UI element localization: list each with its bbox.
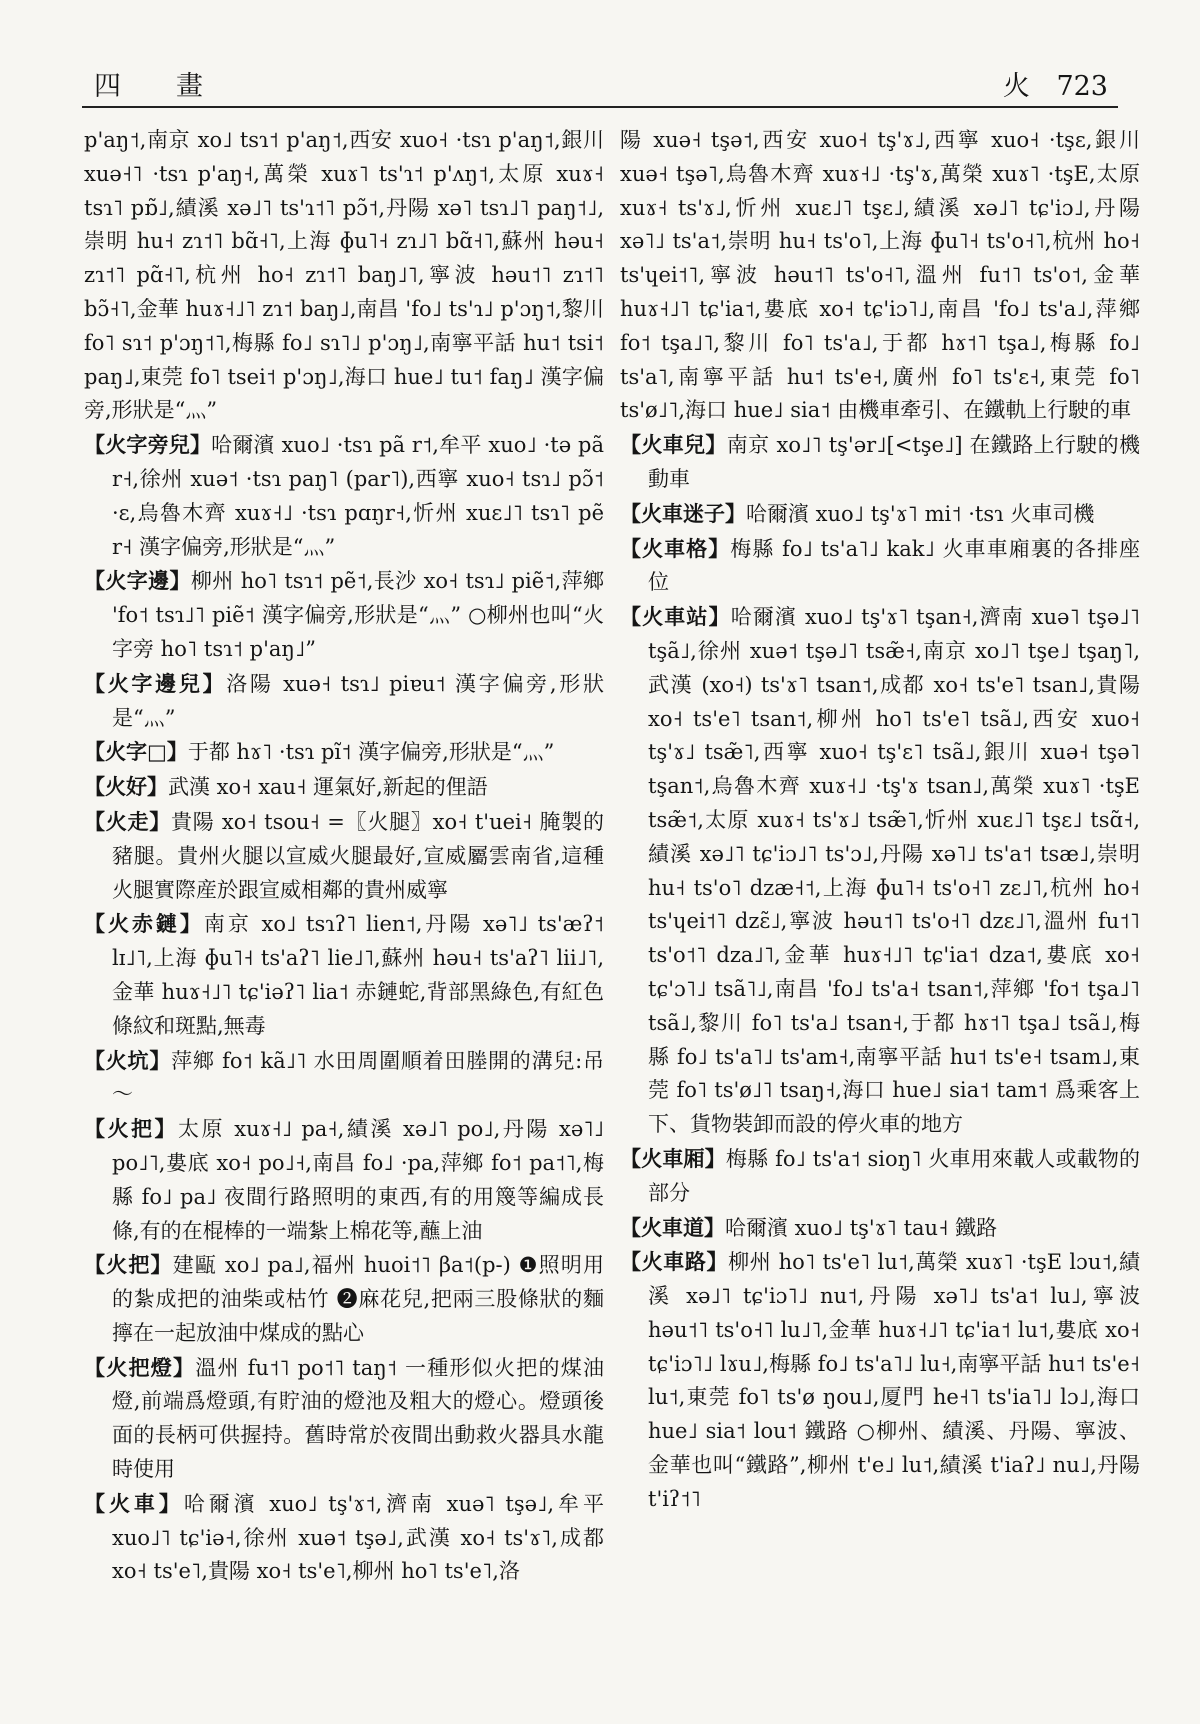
entry-text: 溫州 fu˦˥ po˦˥ taŋ˦ 一種形似火把的煤油燈,前端爲燈頭,有貯油的燈池及粗大的燈心。燈頭後面的長柄可供握持。舊時常於夜間出動救火器具水龍時使用 <box>112 1355 604 1482</box>
dictionary-entry <box>620 1142 1140 1211</box>
entry-headword: 【火好】 <box>84 774 168 800</box>
entry-text: 哈爾濱 xuo˩ tş'ɤ˥ tau˧ 鐵路 <box>725 1215 998 1240</box>
entry-text: 洛陽 xuə˧ tsɿ˩ piɐu˦ 漢字偏旁,形狀是“灬” <box>112 671 604 730</box>
entry-headword: 【火把】 <box>84 1116 179 1142</box>
entry-text: 哈爾濱 xuo˩ tş'ɤ˥ mi˦ ·tsɿ 火車司機 <box>746 501 1095 526</box>
entry-headword: 【火走】 <box>84 808 171 834</box>
entry-text: 柳州 ho˥ ts'e˥ lu˦,萬榮 xuɤ˥ ·tşE lɔu˦,績溪 xə˩˥ tɕ'iɔ˥˩ nu˦,丹陽 xə˥˩ ts'a˦ lu˩,寧波 həu˦˥ ts'o˧˥ lu˩˥,金華 huɤ˧˩˥ tɕ'ia˦ lu˦,婁底 xo˧ tɕ'iɔ˥˩ lɤu˩,梅縣 fo˩ ts'a˥˩ lu˧,南寧平話 hu˦ ts'e˧ lu˦,東莞 fo˥ ts'ø ŋou˩,厦門 he˧˥ ts'ia˥˩ lɔ˩,海口 hue˩ sia˦ lou˦ 鐵路 ○柳州、績溪、丹陽、寧波、金華也叫“鐵路”,柳州 t'e˩ lu˦,績溪 t'iaʔ˩ nu˩,丹陽 t'iʔ˦˥ <box>648 1250 1140 1511</box>
entry-headword: 【火字邊】 <box>84 568 191 594</box>
dictionary-entry <box>620 428 1140 497</box>
entry-text: 哈爾濱 xuo˩ tş'ɤ˦,濟南 xuə˥ tşə˩,牟平 xuo˩˥ tɕ'iə˧,徐州 xuə˦ tşə˩,武漢 xo˧ ts'ɤ˥,成都 xo˧ ts'e˥,貴陽 xo˧ ts'e˥,柳州 ho˥ ts'e˥,洛 <box>112 1491 604 1584</box>
entry-headword: 【火把燈】 <box>84 1354 196 1380</box>
entry-headword: 【火車迷子】 <box>620 500 746 526</box>
entry-text: 貴陽 xo˧ tsou˧ =〖火腿〗xo˧ t'uei˧ 腌製的豬腿。貴州火腿以宣威火腿最好,宣威屬雲南省,這種火腿實際産於跟宣威相鄰的貴州威寧 <box>112 809 604 902</box>
dictionary-entry <box>620 600 1140 1142</box>
entry-text: 南京 xo˩˥ tş'ər˩[<tşe˩] 在鐵路上行駛的機動車 <box>648 433 1140 491</box>
dictionary-entry <box>84 770 604 805</box>
entry-text: 陽 xuə˧ tşə˦,西安 xuo˧ tş'ɤ˩,西寧 xuo˧ ·tşɛ,銀川 xuə˧ tşə˥,烏魯木齊 xuɤ˧˩ ·tş'ɤ,萬榮 xuɤ˥ ·tşE,太原 xuɤ˧ ts'ɤ˩,忻州 xuɛ˩˥ tşɛ˩,績溪 xə˩˥ tɕ'iɔ˩,丹陽 xə˥˩ ts'a˦,崇明 hu˧ ts'o˥,上海 ɸu˥˧ ts'o˧˥,杭州 ho˧ ts'ɥei˦˥,寧波 həu˦˥ ts'o˧˥,溫州 fu˦˥ ts'o˦,金華 huɤ˧˩˥ tɕ'ia˦,婁底 xo˧ tɕ'iɔ˥˩,南昌 'fo˩ ts'a˩,萍鄉 fo˦ tşa˩˥,黎川 fo˥ ts'a˩,于都 hɤ˦˥ tşa˩,梅縣 fo˩ ts'a˥,南寧平話 hu˦ ts'e˧,廣州 fo˥ ts'ɛ˧,東莞 fo˥ ts'ø˩˥,海口 hue˩ sia˦ 由機車牽引、在鐵軌上行駛的車 <box>620 128 1140 423</box>
entry-headword: 【火字邊兒】 <box>84 670 227 696</box>
header-right <box>985 64 1108 103</box>
dictionary-entry <box>620 1211 1140 1246</box>
entry-text: 南京 xo˩ tsɿʔ˥ lien˦,丹陽 xə˥˩ ts'æʔ˦ lɪ˩˥,上海 ɸu˥˧ ts'aʔ˥ lie˩˥,蘇州 həu˧ ts'aʔ˥ lii˩˥,金華 huɤ˧˩˥ tɕ'iəʔ˥ lia˦ 赤鏈蛇,背部黑綠色,有紅色條紋和斑點,無毒 <box>112 912 604 1038</box>
entry-headword: 【火車格】 <box>620 535 731 561</box>
entry-headword: 【火字旁兒】 <box>84 432 212 458</box>
left-column <box>84 124 604 1689</box>
page-number: 723 <box>1056 71 1108 102</box>
entry-text: 武漢 xo˧ xau˧ 運氣好,新起的俚語 <box>168 775 488 800</box>
entry-text: 哈爾濱 xuo˩ tş'ɤ˥ tşan˧,濟南 xuə˥ tşə˩˥ tşã˩,徐州 xuə˦ tşə˩˥ tsæ̃˧,南京 xo˩˥ tşe˩ tşaŋ˥,武漢 (xo˧) ts'ɤ˥ tsan˦,成都 xo˧ ts'e˥ tsan˩,貴陽 xo˧ ts'e˥ tsan˦,柳州 ho˥ ts'e˥ tsã˩,西安 xuo˧ tş'ɤ˩ tsæ̃˥,西寧 xuo˧ tş'ɛ˥ tsã˩,銀川 xuə˧ tşə˥ tşan˦,烏魯木齊 xuɤ˧˩ ·tş'ɤ tsan˩,萬榮 xuɤ˥ ·tşE tsæ̃˦,太原 xuɤ˧ ts'ɤ˩ tsæ̃˥,忻州 xuɛ˩˥ tşɛ˩ tsɑ̃˧,績溪 xə˩˥ tɕ'iɔ˩˥ ts'ɔ˩,丹陽 xə˥˩ ts'a˦ tsæ˩,崇明 hu˧ ts'o˥ dzæ˧˦,上海 ɸu˥˧ ts'o˧˥ zɛ˩˥,杭州 ho˧ ts'ɥei˦˥ dzɛ̃˩,寧波 həu˦˥ ts'o˧˥ dzɛ˩˥,溫州 fu˦˥ ts'o˦˥ dza˩˥,金華 huɤ˧˩˥ tɕ'ia˦ dza˦,婁底 xo˧ tɕ'ɔ˥˩ tsã˥˩,南昌 'fo˩ ts'a˧ tsan˦,萍鄉 'fo˦ tşa˩˥ tsã˩,黎川 fo˥ ts'a˩ tsan˧,于都 hɤ˦˥ tşa˩ tsã˩,梅縣 fo˩ ts'a˥˩ ts'am˧,南寧平話 hu˦ ts'e˧ tsam˩,東莞 fo˥ ts'ø˩˥ tsaŋ˧,海口 hue˩ sia˦ tam˦ 爲乘客上下、貨物裝卸而設的停火車的地方 <box>648 605 1140 1137</box>
entry-text: 柳州 ho˥ tsɿ˦ pẽ˦,長沙 xo˧ tsɿ˩ piẽ˦,萍鄉 'fo˦ tsɿ˩˥ piẽ˦ 漢字偏旁,形狀是“灬” ○柳州也叫“火字旁 ho˥ tsɿ˦ p'aŋ˩” <box>112 569 604 661</box>
dictionary-entry <box>84 1112 604 1248</box>
entry-text: 太原 xuɤ˧˩ pa˧,績溪 xə˩˥ po˩,丹陽 xə˥˩ po˩˥,婁底 xo˧ po˩˧,南昌 fo˩ ·pa,萍鄉 fo˦ pa˦˥,梅縣 fo˩ pa˩ 夜間行路照明的東西,有的用篾等編成長條,有的在棍棒的一端紮上棉花等,蘸上油 <box>112 1117 604 1243</box>
entry-headword: 【火車】 <box>84 1490 184 1516</box>
dictionary-entry <box>84 1044 604 1113</box>
entry-text: p'aŋ˦,南京 xo˩ tsɿ˦ p'aŋ˦,西安 xuo˧ ·tsɿ p'aŋ˦,銀川 xuə˧˥ ·tsɿ p'aŋ˧,萬榮 xuɤ˥ ts'ɿ˦ p'ʌŋ˦,太原 xuɤ˧ tsɿ˥ pɒ̃˩,績溪 xə˩˥ ts'ɿ˦˥ pɔ̃˦,丹陽 xə˥ tsɿ˩˥ paŋ˦˩,崇明 hu˧ zɿ˦˥ bɑ̃˧˥,上海 ɸu˥˧ zɿ˩˥ bɑ̃˧˥,蘇州 həu˧ zɿ˦˥ pɑ̃˧˥,杭州 ho˧ zɿ˦˥ baŋ˩˥,寧波 həu˦˥ zɿ˦˥ bɔ̃˧˥,金華 huɤ˧˩˥ zɿ˦ baŋ˩,南昌 'fo˩ ts'ɿ˩ p'ɔŋ˦,黎川 fo˥ sɿ˦ p'ɔŋ˦˥,梅縣 fo˩ sɿ˥˩ p'ɔŋ˩,南寧平話 hu˦ tsi˦ paŋ˩,東莞 fo˥ tsei˦ p'ɔŋ˩,海口 hue˩ tu˦ faŋ˩ 漢字偏旁,形狀是“灬” <box>84 128 604 423</box>
dictionary-entry <box>84 805 604 907</box>
dictionary-entry <box>84 1487 604 1589</box>
entry-headword: 【火字□】 <box>84 739 188 765</box>
entry-headword: 【火車站】 <box>620 604 731 630</box>
entry-headword: 【火赤鏈】 <box>84 911 204 937</box>
dictionary-entry <box>84 667 604 736</box>
dictionary-entry <box>620 497 1140 532</box>
entry-headword: 【火車路】 <box>620 1249 729 1275</box>
dictionary-entry <box>84 735 604 770</box>
dictionary-entry <box>620 532 1140 601</box>
entry-headword: 【火車厢】 <box>620 1145 726 1171</box>
right-column <box>620 124 1140 1689</box>
radical-label: 火 <box>1002 71 1030 102</box>
dictionary-entry <box>84 428 604 564</box>
page-header <box>82 62 1118 108</box>
dictionary-entry <box>620 124 1140 428</box>
dictionary-entry <box>84 1351 604 1487</box>
entry-headword: 【火車道】 <box>620 1214 725 1240</box>
dictionary-entry <box>84 1248 604 1350</box>
entry-headword: 【火車兒】 <box>620 432 727 458</box>
dictionary-entry <box>84 124 604 428</box>
entry-headword: 【火坑】 <box>84 1047 172 1073</box>
entry-text: 于都 hɤ˥ ·tsɿ pĩ˦ 漢字偏旁,形狀是“灬” <box>187 740 555 765</box>
entry-text: 哈爾濱 xuo˩ ·tsɿ pã r˦,牟平 xuo˩ ·tə pã r˧,徐州 xuə˦ ·tsɿ paŋ˥ (par˥),西寧 xuo˧ tsɿ˩ pɔ̃˦ ·ɛ,烏魯木齊 xuɤ˧˩ ·tsɿ pɑŋr˧,忻州 xuɛ˩˥ tsɿ˥ pẽ r˧ 漢字偏旁,形狀是“灬” <box>112 433 604 559</box>
entry-text: 萍鄉 fo˦ kã˩˥ 水田周圍順着田塍開的溝兒:吊～ <box>112 1048 604 1107</box>
dictionary-entry <box>84 907 604 1043</box>
entry-text: 梅縣 fo˩ ts'a˦ sioŋ˥ 火車用來載人或載物的部分 <box>648 1146 1140 1205</box>
entry-text: 梅縣 fo˩ ts'a˥˩ kak˩ 火車車廂裏的各排座位 <box>648 536 1140 595</box>
entry-headword: 【火把】 <box>84 1252 173 1278</box>
entry-text: 建甌 xo˩ pa˩,福州 huoi˦˥ βa˦(p-) ❶照明用的紮成把的油柴或枯竹 ❷麻花兒,把兩三股條狀的麵擰在一起放油中煤成的點心 <box>112 1253 604 1345</box>
section-title: 四 畫 <box>94 71 217 102</box>
dictionary-entry <box>84 564 604 666</box>
dictionary-entry <box>620 1245 1140 1516</box>
